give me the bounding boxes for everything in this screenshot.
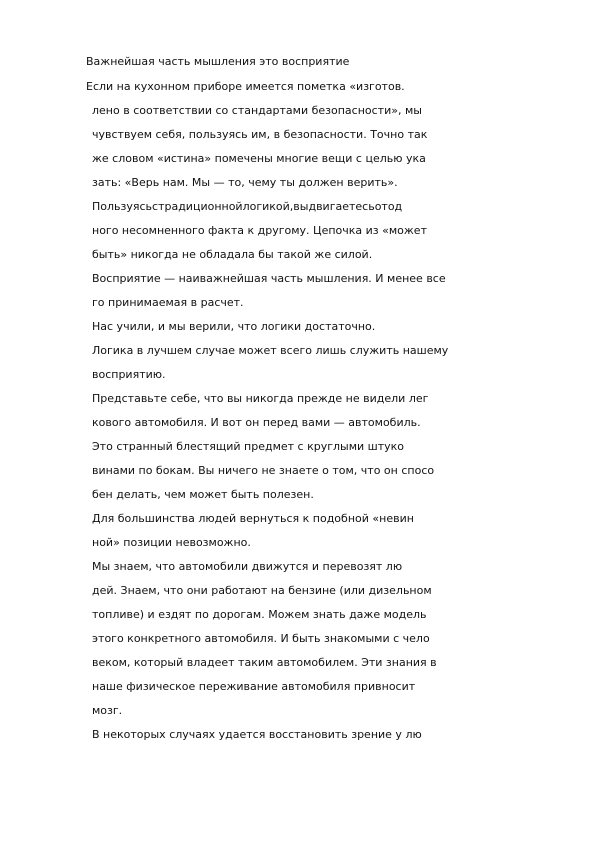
body-line: топливе) и ездят по дорогам. Можем знать даже модель (92, 608, 427, 621)
body-line: наше физическое переживание автомобиля привносит (92, 680, 416, 693)
body-line: бен делать, чем может быть полезен. (92, 488, 314, 501)
body-line: лено в соответствии со стандартами безопасности», мы (92, 104, 422, 117)
body-line: ного несомненного факта к другому. Цепочка из «может (92, 224, 427, 237)
body-line: Это странный блестящий предмет с круглыми штуко (92, 440, 405, 453)
body-line: го принимаемая в расчет. (92, 296, 244, 309)
body-line: Мы знаем, что автомобили движутся и перевозят лю (92, 560, 403, 573)
body-line: дей. Знаем, что они работают на бензине (или дизельном (92, 584, 432, 597)
body-line: же словом «истина» помечены многие вещи с целью ука (92, 152, 426, 165)
body-line: ной» позиции невозможно. (92, 536, 251, 549)
body-line: кового автомобиля. И вот он перед вами — автомобиль. (92, 416, 421, 429)
body-line: зать: «Верь нам. Мы — то, чему ты должен верить». (92, 176, 398, 189)
body-line: Восприятие — наиважнейшая часть мышления. И менее все (92, 272, 446, 285)
body-line: быть» никогда не обладала бы такой же силой. (92, 248, 373, 261)
body-line: винами по бокам. Вы ничего не знаете о том, что он спосо (92, 464, 435, 477)
body-line: Если на кухонном приборе имеется пометка «изготов. (86, 80, 405, 93)
body-line: восприятию. (92, 368, 166, 381)
body-line: этого конкретного автомобиля. И быть знакомыми с чело (92, 632, 430, 645)
body-line: Нас учили, и мы верили, что логики достаточно. (92, 320, 376, 333)
body-line: чувствуем себя, пользуясь им, в безопасности. Точно так (92, 128, 428, 141)
body-line: Представьте себе, что вы никогда прежде не видели лег (92, 392, 429, 405)
body-line: В некоторых случаях удается восстановить зрение у лю (92, 728, 422, 741)
body-line: Логика в лучшем случае может всего лишь служить нашему (92, 344, 449, 357)
body-line: Пользуясьстрадиционнойлогикой,выдвигаетесьотод (92, 200, 403, 213)
body-line: Для большинства людей вернуться к подобной «невин (92, 512, 414, 525)
body-line: веком, который владеет таким автомобилем. Эти знания в (92, 656, 437, 669)
body-line: мозг. (92, 704, 123, 717)
document-title: Важнейшая часть мышления это восприятие (86, 55, 350, 68)
